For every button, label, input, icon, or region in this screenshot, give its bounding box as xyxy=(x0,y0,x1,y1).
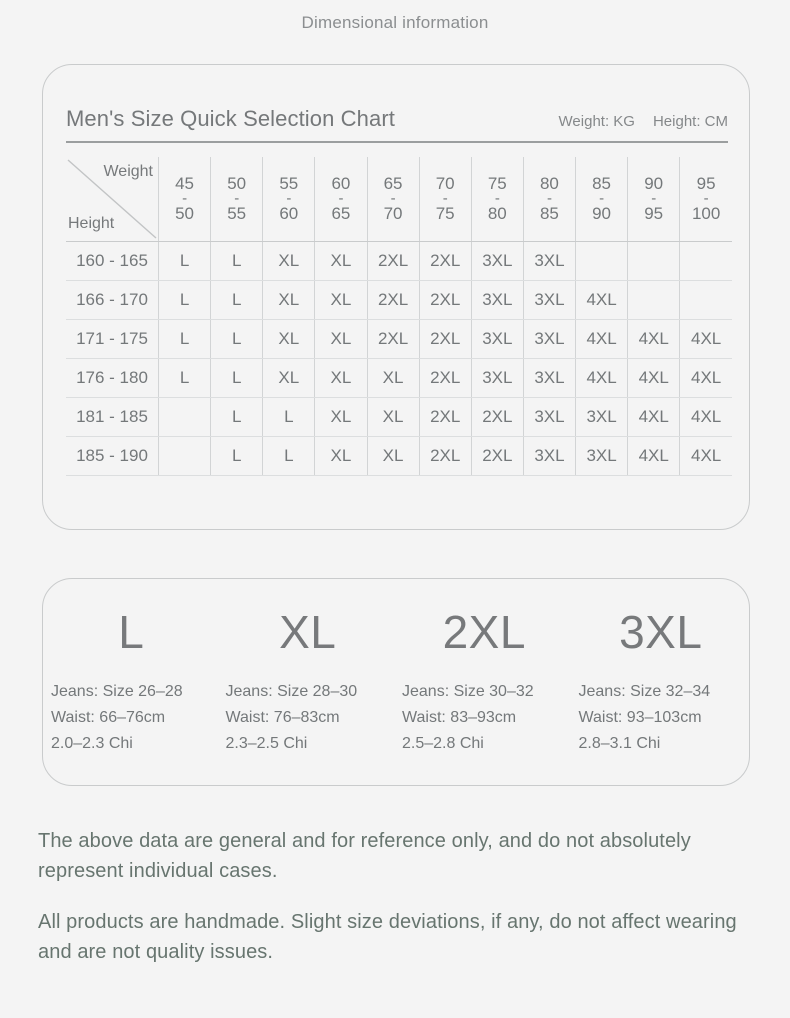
size-detail-waist: Waist: 76–83cm xyxy=(225,708,340,726)
table-header-row xyxy=(66,157,732,242)
size-cell: 3XL xyxy=(576,398,628,437)
table-row xyxy=(66,281,732,320)
size-cell: 4XL xyxy=(680,437,732,476)
height-range-label: 171 - 175 xyxy=(66,320,159,359)
height-range-label: 160 - 165 xyxy=(66,242,159,281)
size-cell: L xyxy=(211,281,263,320)
weight-column-header xyxy=(367,157,419,242)
size-detail-lines xyxy=(573,679,750,757)
size-detail-lines xyxy=(396,679,573,757)
size-cell: XL xyxy=(263,281,315,320)
size-cell: L xyxy=(211,437,263,476)
size-chart-card xyxy=(42,64,750,530)
size-heading: 2XL xyxy=(442,606,526,658)
weight-range-dash: - xyxy=(703,189,709,207)
weight-range-dash: - xyxy=(338,189,344,207)
weight-column-header xyxy=(680,157,732,242)
weight-range-to: 50 xyxy=(175,204,195,224)
size-cell: 4XL xyxy=(576,281,628,320)
size-cell xyxy=(159,398,211,437)
weight-range-dash: - xyxy=(599,189,605,207)
size-cell: 2XL xyxy=(419,398,471,437)
size-cell: 4XL xyxy=(576,359,628,398)
size-cell: 2XL xyxy=(367,242,419,281)
size-cell: L xyxy=(159,320,211,359)
table-row xyxy=(66,437,732,476)
size-cell: XL xyxy=(367,398,419,437)
size-cell: 3XL xyxy=(523,320,575,359)
weight-column-header xyxy=(211,157,263,242)
size-cell: 4XL xyxy=(628,359,680,398)
weight-range-to: 85 xyxy=(539,204,559,224)
height-range-label: 176 - 180 xyxy=(66,359,159,398)
size-cell: 2XL xyxy=(471,398,523,437)
height-range-label: 166 - 170 xyxy=(66,281,159,320)
weight-range-from: 55 xyxy=(279,173,299,193)
size-detail-chi: 2.5–2.8 Chi xyxy=(402,734,484,752)
size-detail-column xyxy=(396,579,573,785)
size-cell: XL xyxy=(263,242,315,281)
height-unit-label: Height: CM xyxy=(652,113,728,130)
page-title: Dimensional information xyxy=(301,13,489,32)
weight-column-header xyxy=(523,157,575,242)
size-cell: 4XL xyxy=(576,320,628,359)
corner-height-label: Height xyxy=(68,215,115,232)
size-cell: XL xyxy=(315,281,367,320)
size-cell xyxy=(628,242,680,281)
size-cell: XL xyxy=(263,320,315,359)
size-cell: XL xyxy=(315,437,367,476)
size-cell xyxy=(680,242,732,281)
weight-range-to: 95 xyxy=(644,204,664,224)
size-detail-lines xyxy=(43,679,220,757)
weight-range-to: 65 xyxy=(331,204,351,224)
disclaimer-note: All products are handmade. Slight size deviations, if any, do not affect wearing and are not quality issues. xyxy=(38,910,737,964)
weight-range-to: 80 xyxy=(487,204,507,224)
size-cell: 4XL xyxy=(628,398,680,437)
weight-range-from: 45 xyxy=(175,173,195,193)
size-cell: 2XL xyxy=(367,281,419,320)
size-cell: 3XL xyxy=(523,359,575,398)
height-range-label: 185 - 190 xyxy=(66,437,159,476)
size-cell: L xyxy=(159,242,211,281)
weight-range-to: 55 xyxy=(227,204,247,224)
size-cell xyxy=(680,281,732,320)
weight-range-from: 50 xyxy=(227,173,247,193)
weight-range-dash: - xyxy=(546,189,552,207)
weight-range-dash: - xyxy=(651,189,657,207)
size-cell xyxy=(628,281,680,320)
size-cell: XL xyxy=(367,359,419,398)
weight-range-from: 60 xyxy=(331,173,351,193)
size-detail-grid xyxy=(43,579,749,785)
weight-range-from: 65 xyxy=(383,173,403,193)
weight-range-dash: - xyxy=(442,189,448,207)
size-cell: 3XL xyxy=(471,320,523,359)
chart-units xyxy=(559,113,728,132)
size-cell: 2XL xyxy=(419,320,471,359)
size-cell: L xyxy=(211,398,263,437)
size-detail-jeans: Jeans: Size 30–32 xyxy=(402,683,534,700)
size-detail-card xyxy=(42,578,750,786)
size-detail-jeans: Jeans: Size 26–28 xyxy=(51,683,183,700)
weight-unit-label: Weight: KG xyxy=(558,113,635,130)
weight-range-from: 95 xyxy=(696,173,716,193)
size-cell: 3XL xyxy=(523,281,575,320)
weight-range-dash: - xyxy=(234,189,240,207)
chart-title-rule xyxy=(66,141,728,143)
size-cell: L xyxy=(211,242,263,281)
size-cell: 3XL xyxy=(523,242,575,281)
size-detail-chi: 2.8–3.1 Chi xyxy=(578,734,661,752)
size-cell xyxy=(576,242,628,281)
size-cell: 4XL xyxy=(680,359,732,398)
weight-range-dash: - xyxy=(286,189,292,207)
size-detail-chi: 2.3–2.5 Chi xyxy=(225,734,308,752)
size-cell: XL xyxy=(315,320,367,359)
size-cell: 2XL xyxy=(419,359,471,398)
size-cell: L xyxy=(263,398,315,437)
weight-range-to: 75 xyxy=(435,204,455,224)
size-cell: 2XL xyxy=(419,242,471,281)
weight-range-dash: - xyxy=(494,189,500,207)
size-detail-jeans: Jeans: Size 32–34 xyxy=(578,683,711,700)
size-detail-waist: Waist: 93–103cm xyxy=(578,708,702,726)
size-cell: 4XL xyxy=(628,437,680,476)
size-cell: XL xyxy=(315,359,367,398)
size-detail-column xyxy=(43,579,220,785)
size-cell: L xyxy=(211,320,263,359)
weight-column-header xyxy=(471,157,523,242)
weight-range-from: 80 xyxy=(539,173,559,193)
weight-range-dash: - xyxy=(390,189,396,207)
size-cell: L xyxy=(263,437,315,476)
size-detail-waist: Waist: 66–76cm xyxy=(51,708,166,726)
table-row xyxy=(66,242,732,281)
weight-column-header xyxy=(576,157,628,242)
size-cell: 3XL xyxy=(471,281,523,320)
weight-range-to: 60 xyxy=(279,204,299,224)
size-detail-column xyxy=(220,579,397,785)
size-detail-column xyxy=(573,579,750,785)
height-range-label: 181 - 185 xyxy=(66,398,159,437)
size-cell: 3XL xyxy=(471,359,523,398)
size-cell: XL xyxy=(315,242,367,281)
size-cell: 3XL xyxy=(523,398,575,437)
size-cell: 2XL xyxy=(419,437,471,476)
size-cell: L xyxy=(159,359,211,398)
size-cell: 2XL xyxy=(419,281,471,320)
weight-range-from: 75 xyxy=(487,173,507,193)
size-heading: 3XL xyxy=(619,606,703,658)
size-heading: XL xyxy=(279,606,337,658)
size-cell: XL xyxy=(367,437,419,476)
table-row xyxy=(66,320,732,359)
size-cell: 4XL xyxy=(628,320,680,359)
weight-range-from: 85 xyxy=(592,173,612,193)
weight-range-to: 90 xyxy=(592,204,612,224)
size-detail-jeans: Jeans: Size 28–30 xyxy=(225,683,358,700)
size-detail-lines xyxy=(220,679,397,757)
corner-weight-label: Weight xyxy=(103,163,153,180)
disclaimer-notes xyxy=(38,826,754,988)
weight-range-dash: - xyxy=(182,189,188,207)
weight-column-header xyxy=(315,157,367,242)
chart-title: Men's Size Quick Selection Chart xyxy=(66,106,395,131)
size-cell: 3XL xyxy=(523,437,575,476)
weight-column-header xyxy=(159,157,211,242)
weight-column-header xyxy=(263,157,315,242)
weight-range-from: 90 xyxy=(644,173,664,193)
size-cell xyxy=(159,437,211,476)
chart-header xyxy=(66,106,728,132)
size-selection-table xyxy=(66,157,732,476)
size-cell: XL xyxy=(315,398,367,437)
disclaimer-note: The above data are general and for reference only, and do not absolutely represent individual cases. xyxy=(38,830,691,883)
size-cell: 2XL xyxy=(471,437,523,476)
size-cell: 3XL xyxy=(576,437,628,476)
size-detail-waist: Waist: 83–93cm xyxy=(402,708,517,726)
size-cell: XL xyxy=(263,359,315,398)
table-row xyxy=(66,359,732,398)
size-heading: L xyxy=(118,606,145,658)
weight-range-from: 70 xyxy=(435,173,455,193)
size-detail-chi: 2.0–2.3 Chi xyxy=(51,734,133,752)
size-cell: L xyxy=(159,281,211,320)
weight-range-to: 100 xyxy=(691,204,721,224)
weight-column-header xyxy=(628,157,680,242)
size-cell: 2XL xyxy=(367,320,419,359)
weight-range-to: 70 xyxy=(383,204,403,224)
size-cell: L xyxy=(211,359,263,398)
table-row xyxy=(66,398,732,437)
size-cell: 4XL xyxy=(680,320,732,359)
size-cell: 4XL xyxy=(680,398,732,437)
weight-column-header xyxy=(419,157,471,242)
size-cell: 3XL xyxy=(471,242,523,281)
axis-corner-cell xyxy=(66,157,159,242)
